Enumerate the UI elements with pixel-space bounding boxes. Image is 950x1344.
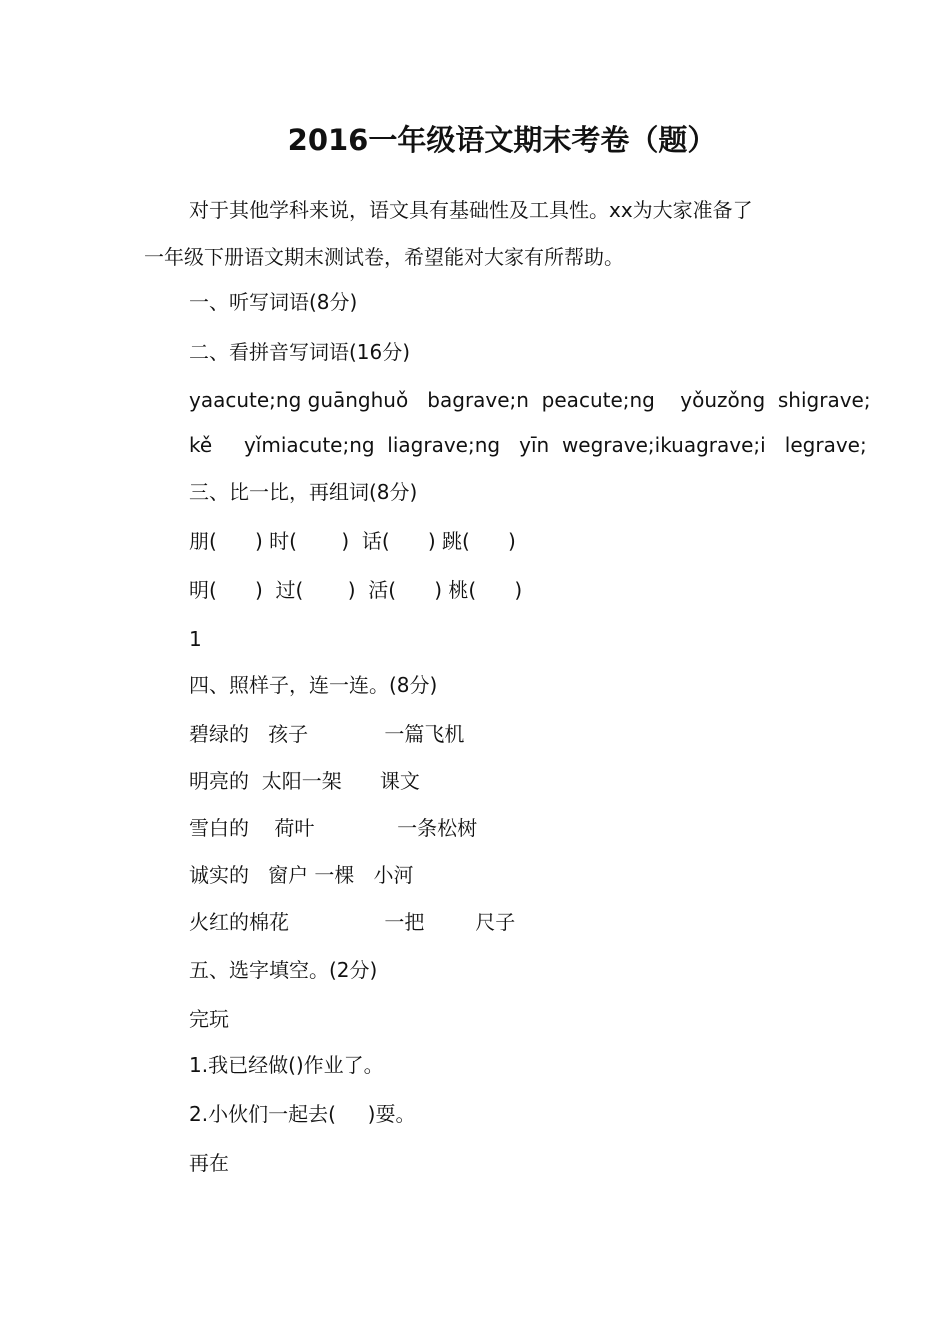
match-row-5: 火红的棉花 一把 尺子: [189, 910, 516, 934]
document-title: 2016一年级语文期末考卷（题）: [287, 123, 717, 157]
section-4-heading: 四、照样子，连一连。(8分): [189, 673, 438, 697]
section-5-heading: 五、选字填空。(2分): [189, 958, 378, 982]
fill-sentence-1: 1.我已经做()作业了。: [189, 1053, 384, 1077]
page-number: 1: [189, 627, 202, 651]
match-row-4: 诚实的 窗户 一棵 小河: [189, 863, 414, 887]
compare-row-2: 明( ) 过( ) 活( ) 桃( ): [189, 578, 523, 602]
section-1-heading: 一、听写词语(8分): [189, 290, 358, 314]
section-3-heading: 三、比一比，再组词(8分): [189, 480, 418, 504]
match-row-1: 碧绿的 孩子 一篇飞机: [189, 722, 465, 746]
pinyin-line-2: kě yǐmiacute;ng liagrave;ng yīn wegrave;ikuagrave;i legrave;: [189, 433, 867, 457]
intro-paragraph-line-1: 对于其他学科来说，语文具有基础性及工具性。xx为大家准备了: [189, 198, 753, 222]
word-choice-pair-2: 再在: [189, 1151, 229, 1175]
match-row-3: 雪白的 荷叶 一条松树: [189, 816, 478, 840]
section-2-heading: 二、看拼音写词语(16分): [189, 340, 411, 364]
intro-paragraph-line-2: 一年级下册语文期末测试卷，希望能对大家有所帮助。: [144, 245, 624, 269]
pinyin-line-1: yaacute;ng guānghuǒ bagrave;n peacute;ng yǒuzǒng shigrave;: [189, 388, 871, 412]
fill-sentence-2: 2.小伙们一起去( )耍。: [189, 1102, 416, 1126]
match-row-2: 明亮的 太阳一架 课文: [189, 769, 420, 793]
compare-row-1: 朋( ) 时( ) 话( ) 跳( ): [189, 529, 516, 553]
word-choice-pair-1: 完玩: [189, 1007, 229, 1031]
